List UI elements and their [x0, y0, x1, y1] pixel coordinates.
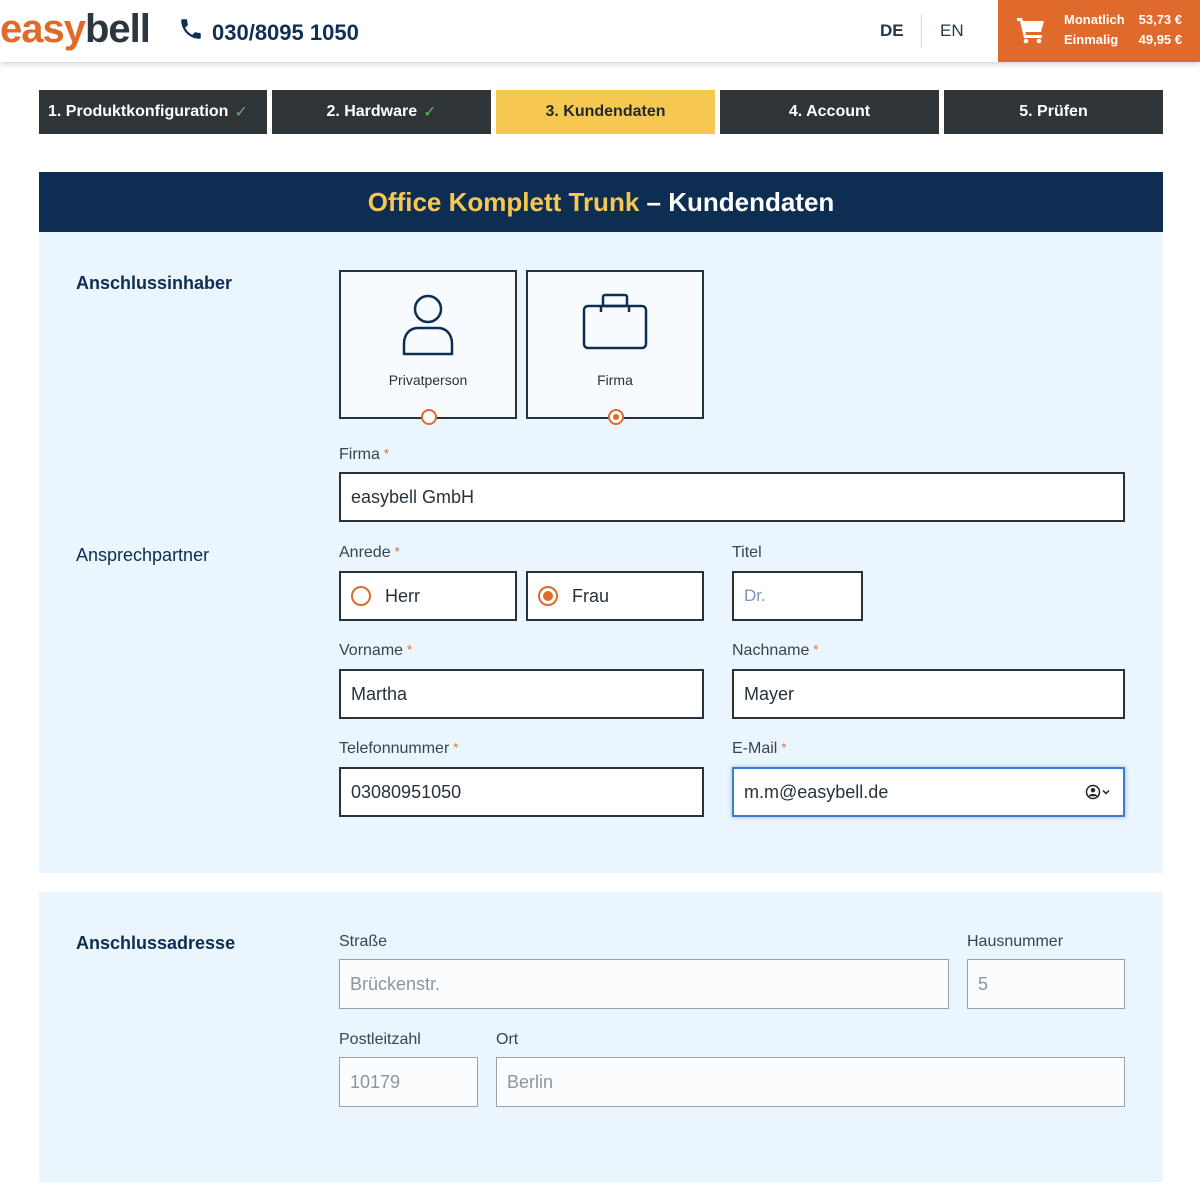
checkout-steps	[39, 90, 1163, 134]
company-label: Firma *	[339, 446, 389, 463]
zip-label: Postleitzahl	[339, 1031, 421, 1048]
address-panel	[39, 892, 1163, 1182]
title-label: Titel	[732, 544, 762, 561]
phone-number: 030/8095 1050	[212, 20, 359, 45]
person-icon	[400, 292, 456, 358]
company-input[interactable]: easybell GmbH	[339, 472, 1125, 522]
salutation-herr-radio[interactable]	[351, 586, 371, 606]
site-header	[0, 0, 1200, 62]
owner-privatperson-card[interactable]	[339, 270, 517, 419]
page-title: Office Komplett Trunk – Kundendaten	[39, 172, 1163, 232]
check-icon: ✓	[423, 104, 437, 121]
salutation-frau-option[interactable]: Frau	[526, 571, 704, 621]
section-anschlussinhaber: Anschlussinhaber	[76, 273, 233, 293]
cart-monthly: Monatlich 53,73 €	[1064, 12, 1182, 27]
cart-summary[interactable]	[998, 0, 1200, 62]
salutation-label: Anrede *	[339, 544, 400, 561]
owner-firma-card[interactable]	[526, 270, 704, 419]
lastname-input[interactable]: Mayer	[732, 669, 1125, 719]
firstname-input[interactable]: Martha	[339, 669, 704, 719]
zip-input[interactable]: 10179	[339, 1057, 478, 1107]
street-input[interactable]: Brückenstr.	[339, 959, 949, 1009]
step-produktkonfiguration[interactable]: 1. Produktkonfiguration ✓	[39, 90, 267, 134]
language-divider	[921, 14, 922, 48]
owner-privatperson-label: Privatperson	[388, 372, 468, 388]
phone-label: Telefonnummer *	[339, 740, 459, 757]
check-icon: ✓	[234, 104, 248, 121]
hotline[interactable]	[178, 16, 359, 50]
housenumber-input[interactable]: 5	[967, 959, 1125, 1009]
easybell-logo[interactable]: easybell	[0, 7, 150, 51]
briefcase-icon	[581, 292, 649, 352]
owner-firma-radio[interactable]	[608, 409, 624, 425]
phone-icon	[178, 16, 204, 50]
customer-data-panel	[39, 232, 1163, 873]
language-en[interactable]: EN	[940, 21, 964, 40]
language-de[interactable]: DE	[880, 21, 904, 40]
section-anschlussadresse: Anschlussadresse	[76, 933, 236, 953]
phone-input[interactable]: 03080951050	[339, 767, 704, 817]
step-account[interactable]: 4. Account	[720, 90, 939, 134]
email-label: E-Mail *	[732, 740, 787, 757]
housenumber-label: Hausnummer	[967, 933, 1064, 950]
email-input[interactable]: m.m@easybell.de	[732, 767, 1125, 817]
step-hardware[interactable]: 2. Hardware ✓	[272, 90, 491, 134]
section-ansprechpartner: Ansprechpartner	[76, 545, 210, 565]
cart-once: Einmalig 49,95 €	[1064, 32, 1182, 47]
salutation-herr-option[interactable]: Herr	[339, 571, 517, 621]
street-label: Straße	[339, 933, 388, 950]
city-label: Ort	[496, 1031, 519, 1048]
title-input[interactable]: Dr.	[732, 571, 863, 621]
city-input[interactable]: Berlin	[496, 1057, 1125, 1107]
autofill-contact-icon[interactable]	[1085, 783, 1111, 801]
owner-privatperson-radio[interactable]	[421, 409, 437, 425]
lastname-label: Nachname *	[732, 642, 819, 659]
step-kundendaten[interactable]: 3. Kundendaten	[496, 90, 715, 134]
step-pruefen[interactable]: 5. Prüfen	[944, 90, 1163, 134]
firstname-label: Vorname *	[339, 642, 413, 659]
salutation-frau-radio[interactable]	[538, 586, 558, 606]
owner-firma-label: Firma	[597, 372, 633, 388]
